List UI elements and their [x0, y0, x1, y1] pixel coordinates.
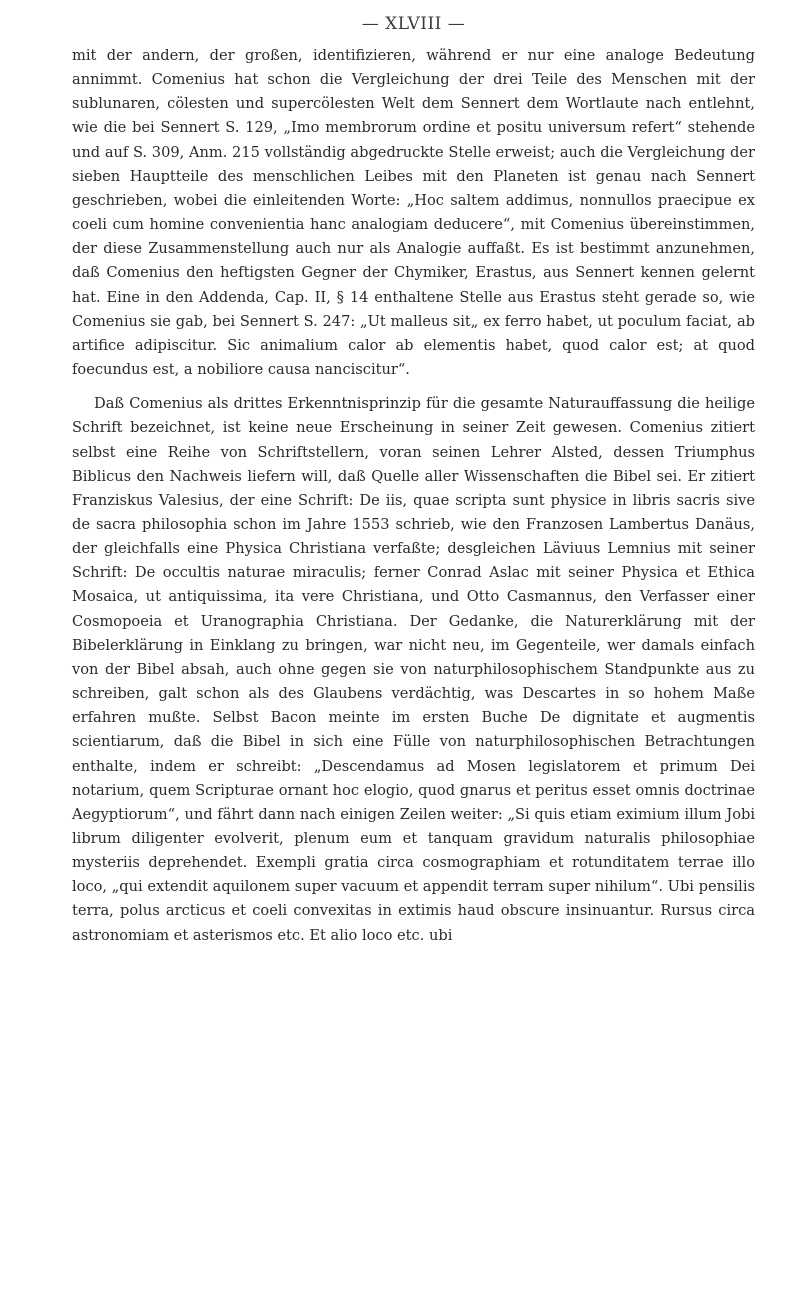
- paragraph-2: Daß Comenius als drittes Erkenntnisprinzip für die gesamte Naturauffassung die heilige Schrift bezeichnet, ist keine neue Erscheinung in seiner Zeit gewesen. Comenius zitiert selbst eine Reihe von Schriftstellern, voran seinen Lehrer Alsted, dessen Triumphus Biblicus den Nachweis liefern will, daß Quelle aller Wissenschaften die Bibel sei. Er zitiert Franziskus Valesius, der eine Schrift: De iis, quae scripta sunt physice in libris sacris sive de sacra philosophia schon im Jahre 1553 schrieb, wie den Franzosen Lambertus Danäus, der gleichfalls eine Physica Christiana verfaßte; desgleichen Läviuus Lemnius mit seiner Schrift: De occultis naturae miraculis; ferner Conrad Aslac mit seiner Physica et Ethica Mosaica, ut antiquissima, ita vere Christiana, und Otto Casmannus, den Verfasser einer Cosmopoeia et Uranographia Christiana. Der Gedanke, die Naturerklärung mit der Bibelerklärung in Einklang zu bringen, war nicht neu, im Gegenteile, wer damals einfach von der Bibel absah, auch ohne gegen sie von naturphilosophischem Standpunkte aus zu schreiben, galt schon als des Glaubens verdächtig, was Descartes in so hohem Maße erfahren mußte. Selbst Bacon meinte im ersten Buche De dignitate et augmentis scientiarum, daß die Bibel in sich eine Fülle von naturphilosophischen Betrachtungen enthalte, indem er schreibt: „Descendamus ad Mosen legislatorem et primum Dei notarium, quem Scripturae ornant hoc elogio, quod gnarus et peritus esset omnis doctrinae Aegyptiorum“, und fährt dann nach einigen Zeilen weiter: „Si quis etiam eximium illum Jobi librum diligenter evolverit, plenum eum et tanquam gravidum naturalis philosophiae mysteriis deprehendet. Exempli gratia circa cosmographiam et rotunditatem terrae illo loco, „qui extendit aquilonem super vacuum et appendit terram super nihilum“. Ubi pensilis terra, polus arcticus et coeli convexitas in extimis haud obscure insinuantur. Rursus circa astronomiam et asterismos etc. Et alio loco etc. ubi: [72, 395, 755, 944]
- paragraph-1: mit der andern, der großen, identifizieren, während er nur eine analoge Bedeutung annimmt. Comenius hat schon die Vergleichung der drei Teile des Menschen mit der sublunaren, cölesten und supercölesten Welt dem Sennert dem Wortlaute nach entlehnt, wie die bei Sennert S. 129, „Imo membrorum ordine et positu universum refert“ stehende und auf S. 309, Anm. 215 vollständig abgedruckte Stelle erweist; auch die Vergleichung der sieben Hauptteile des menschlichen Leibes mit den Planeten ist genau nach Sennert geschrieben, wobei die einleitenden Worte: „Hoc saltem addimus, nonnullos praecipue ex coeli cum homine convenientia hanc analogiam deducere“, mit Comenius übereinstimmen, der diese Zusammenstellung auch nur als Analogie auffaßt. Es ist bestimmt anzunehmen, daß Comenius den heftigsten Gegner der Chymiker, Erastus, aus Sennert kennen gelernt hat. Eine in den Addenda, Cap. II, § 14 enthaltene Stelle aus Erastus steht gerade so, wie Comenius sie gab, bei Sennert S. 247: „Ut malleus sit„ ex ferro habet, ut poculum faciat, ab artifice adipiscitur. Sic animalium calor ab elementis habet, quod calor est; at quod foecundus est, a nobiliore causa nanciscitur“.: [72, 47, 755, 379]
- body-text: [72, 44, 755, 948]
- page-number: — XLVIII —: [361, 14, 466, 34]
- page-number-header: [72, 0, 755, 44]
